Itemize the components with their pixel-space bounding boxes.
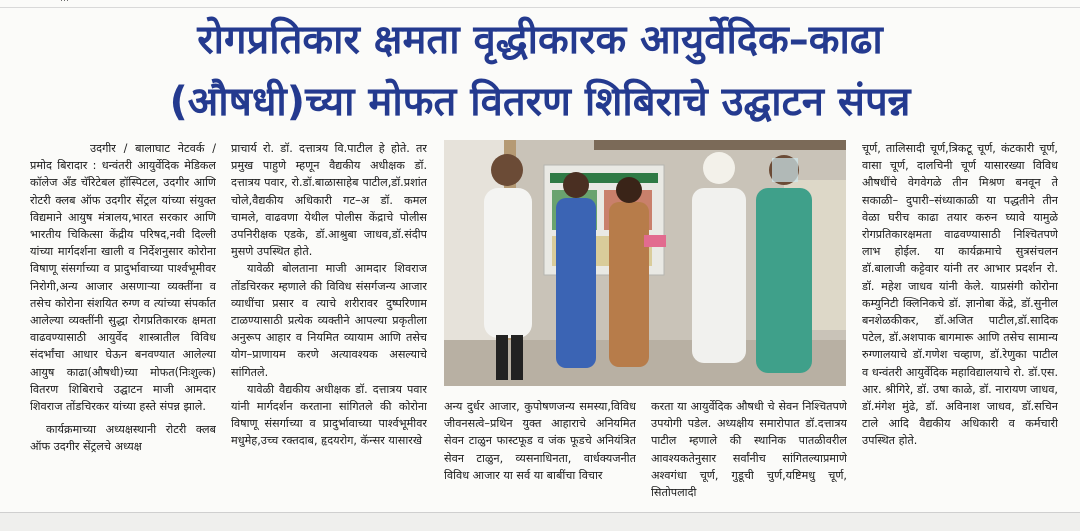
article-column-5 <box>862 140 1058 510</box>
article-column-1 <box>30 140 216 510</box>
event-photo-illustration <box>444 140 846 386</box>
headline-line-1: रोगप्रतिकार क्षमता वृद्धीकारक आयुर्वेदिक–काढा <box>197 17 883 63</box>
bottom-cutoff-strip <box>0 512 1080 531</box>
col2-paragraph-2: यावेळी बोलताना माजी आमदार शिवराज तोंडचिरकर म्हणाले की विविध संसर्गजन्य आजार व्याधींचा प्रसार व त्याचे शरीरावर दुष्परिणाम टाळण्यासाठी प्रत्येक व्यक्तीने आपल्या प्रकृतीला अनुरूप आहार व नियमित व्यायाम आणि तसेच योग–प्राणायम करणे अत्यावश्यक असल्याचे सांगितले. <box>231 262 427 379</box>
col5-paragraph-1: चूर्ण, तालिसादी चूर्ण,त्रिकटू चूर्ण, कंटकारी चूर्ण, वासा चूर्ण, दालचिनी चूर्ण यासारख्या विविध औषधींचे वेगवेगळे तीन मिश्रण बनवून ते सकाळी– दुपारी–संध्याकाळी या पद्धतीने तीन वेळा घरीच काढा तयार करुन घ्यावे यामुळे रोगप्रतिकारक्षमता वाढवण्यासाठी निश्चितपणे लाभ होईल. या कार्यक्रमाचे सुत्रसंचलन डॉ.बालाजी कट्टेवार यांनी तर आभार प्रदर्शन रो. डॉ. महेश जाधव यांनी केले. याप्रसंगी कोरोना कम्युनिटी क्लिनिकचे डॉ. ज्ञानोबा केंद्रे, डॉ.सुनील बनशेळकीकर, डॉ.अजित पाटील,डॉ.सादिक पटेल, डॉ.अशपाक बागमारू आणि तसेच सामान्य रुग्णालयाचे डॉ.गणेश चव्हाण, डॉ.रेणुका पाटील व धन्वंतरी आयुर्वेदिक महाविद्यालयाचे रो. डॉ.एस. आर. श्रीगिरे, डॉ. उषा काळे, डॉ. नारायण जाधव, डॉ.मंगेश मुंढे, डॉ. अविनाश जाधव, डॉ.सचिन टाले आदि वैद्यकीय अधिकारी व कर्मचारी उपस्थित होते. <box>862 142 1058 448</box>
article-column-2 <box>231 140 427 510</box>
article-column-3 <box>444 398 636 510</box>
col3-paragraph-1: अन्य दुर्धर आजार, कुपोषणजन्य समस्या,विविध जीवनसत्वे–प्रथिन युक्त आहाराचे अनियमित सेवन टाळुन फास्टफूड व जंक फूडचे अनियंत्रित सेवन टाळुन, व्यसनाधिनता, वार्धक्यजनीत विविध आजार या सर्व या बाबींचा विचार <box>444 400 636 482</box>
col4-paragraph-1: करता या आयुर्वेदिक औषधी चे सेवन निश्चितपणे उपयोगी पडेल. अध्यक्षीय समारोपात डॉ.दत्तात्रय पाटील म्हणाले की स्थानिक पातळीवरील आवश्यकतेनुसार सर्वांनीच सांगितल्याप्रमाणे अश्वगंधा चूर्ण, गुडूची चुर्ण,यष्टिमधु चूर्ण, सितोपलादी <box>651 400 847 500</box>
masthead-fragment <box>60 0 69 4</box>
article-column-4 <box>651 398 847 510</box>
event-photo <box>444 140 846 386</box>
col2-paragraph-1: प्राचार्य रो. डॉ. दत्तात्रय वि.पाटील हे होते. तर प्रमुख पाहुणे म्हणून वैद्यकीय अधीक्षक डॉ. दत्तात्रय पवार, रो.डॉ.बाळासाहेब पाटील,डॉ.प्रशांत चोले,वैद्यकीय अधिकारी गट–अ डॉ. कमल चामले, वाढवणा येथील पोलीस केंद्राचे पोलीस उपनिरीक्षक एडके, डॉ.आश्रुबा जाधव,डॉ.संदीप मुसणे उपस्थित होते. <box>231 142 427 259</box>
top-cutoff-strip <box>0 0 1080 8</box>
col1-paragraph-2: कार्यक्रमाच्या अध्यक्षस्थानी रोटरी क्लब ऑफ उदगीर सेंट्रलचे अध्यक्ष <box>30 423 216 454</box>
col2-paragraph-3: यावेळी वैद्यकीय अधीक्षक डॉ. दत्तात्रय पवार यांनी मार्गदर्शन करताना सांगितले की कोरोना विषाणू संसर्गाच्या व प्रादुर्भावाच्या पार्श्वभूमीवर मधुमेह,उच्च रक्तदाब, हृदयरोग, कॅन्सर यासारखे <box>231 382 427 448</box>
col1-paragraph-1: उदगीर / बालाघाट नेटवर्क / प्रमोद बिरादार : धन्वंतरी आयुर्वेदिक मेडिकल कॉलेज अँड चॅरिटेबल हॉस्पिटल, उदगीर आणि रोटरी क्लब ऑफ उदगीर सेंट्रल यांच्या संयुक्त विद्यमाने आयुष मंत्रालय,भारत सरकार आणि भारतीय चिकित्सा केंद्रीय परिषद,नवी दिल्ली यांच्या मार्गदर्शना खाली व निर्देशनुसार कोरोना विषाणू संसर्गाच्या व प्रादुर्भावाच्या पार्श्वभूमीवर निरोगी,अन्य आजार असणाऱ्या व्यक्तींना व तसेच कोरोना संशयित रुग्ण व त्यांच्या संपर्कात आलेल्या व्यक्तींनी सुद्धा रोगप्रतिकारक क्षमता वाढवण्यासाठी आयुर्वेद शास्त्रातील विविध संदर्भांचा आधार घेऊन बनवण्यात आलेल्या आयुष काढा(औषधी)च्या मोफत(निःशुल्क) वितरण शिबिराचे उद्घाटन माजी आमदार शिवराज तोंडचिरकर यांच्या हस्ते संपन्न झाले. <box>30 142 216 414</box>
headline-line-2: (औषधी)च्या मोफत वितरण शिबिराचे उद्घाटन संपन्न <box>169 79 911 125</box>
